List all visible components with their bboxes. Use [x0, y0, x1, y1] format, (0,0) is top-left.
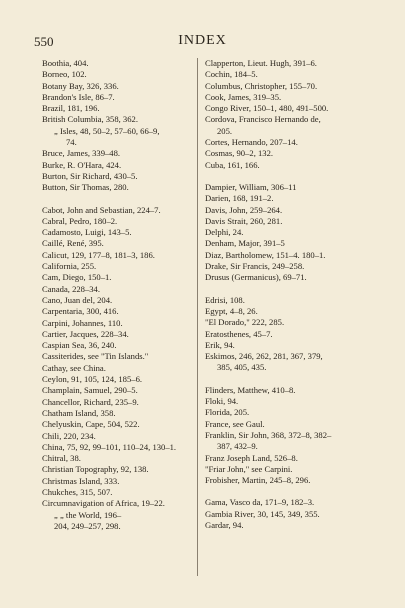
index-entry: Chelyuskin, Cape, 504, 522. — [42, 419, 140, 430]
index-entry: Frobisher, Martin, 245–8, 296. — [205, 475, 311, 486]
index-column-right — [205, 58, 373, 531]
index-entry: 204, 249–257, 298. — [54, 520, 121, 531]
index-entry: Canada, 228–34. — [42, 283, 100, 294]
index-entry: Christian Topography, 92, 138. — [42, 464, 149, 475]
index-column-left — [42, 58, 202, 532]
index-entry: "El Dorado," 222, 285. — [205, 317, 285, 328]
index-entry: Champlain, Samuel, 290–5. — [42, 385, 138, 396]
index-entry: Congo River, 150–1, 480, 491–500. — [205, 103, 329, 114]
index-entry: Cook, James, 319–35. — [205, 91, 282, 102]
index-entry: Davis Strait, 260, 281. — [205, 215, 283, 226]
index-entry: Brandon's Isle, 86–7. — [42, 91, 115, 102]
index-entry: Delphi, 24. — [205, 227, 244, 238]
index-entry: Christmas Island, 333. — [42, 475, 120, 486]
index-entry: 205. — [217, 125, 233, 136]
index-entry: Columbus, Christopher, 155–70. — [205, 80, 318, 91]
index-entry: Boothia, 404. — [42, 58, 89, 68]
index-entry: Circumnavigation of Africa, 19–22. — [42, 498, 165, 509]
index-entry: Gardar, 94. — [205, 519, 244, 530]
index-entry: Cassiterides, see "Tin Islands." — [42, 351, 149, 362]
index-entry: Button, Sir Thomas, 280. — [42, 182, 129, 193]
index-entry: Cuba, 161, 166. — [205, 159, 260, 170]
index-entry: Ceylon, 91, 105, 124, 185–6. — [42, 374, 143, 385]
index-entry: Caillé, René, 395. — [42, 238, 104, 249]
section-gap — [205, 486, 373, 497]
index-entry: Cadamosto, Luigi, 143–5. — [42, 227, 132, 238]
index-entry: Erik, 94. — [205, 339, 235, 350]
column-divider — [197, 58, 198, 576]
index-entry: Darien, 168, 191–2. — [205, 193, 274, 204]
index-entry: Cabral, Pedro, 180–2. — [42, 215, 118, 226]
index-entry: Davis, John, 259–264. — [205, 204, 283, 215]
index-entry: Cartier, Jacques, 228–34. — [42, 328, 129, 339]
index-entry: Calicut, 129, 177–8, 181–3, 186. — [42, 249, 155, 260]
index-entry: Brazil, 181, 196. — [42, 103, 100, 114]
index-entry: Dampier, William, 306–11 — [205, 181, 297, 192]
index-entry: Edrisi, 108. — [205, 294, 245, 305]
index-entry: Diaz, Bartholomew, 151–4. 180–1. — [205, 249, 326, 260]
index-entry: Cano, Juan del, 204. — [42, 294, 113, 305]
index-entry: 74. — [66, 137, 77, 148]
index-entry: Cabot, John and Sebastian, 224–7. — [42, 204, 161, 215]
page-title: INDEX — [178, 33, 227, 48]
index-entry: China, 75, 92, 99–101, 110–24, 130–1. — [42, 441, 177, 452]
index-entry: Bruce, James, 339–48. — [42, 148, 121, 159]
index-entry: Gambia River, 30, 145, 349, 355. — [205, 508, 320, 519]
index-entry: Chili, 220, 234. — [42, 430, 96, 441]
index-entry: 387, 432–9. — [217, 441, 258, 452]
index-entry: Cosmas, 90–2, 132. — [205, 148, 274, 159]
section-gap — [205, 171, 373, 182]
index-entry: Franklin, Sir John, 368, 372–8, 382– — [205, 429, 332, 440]
index-entry: Cam, Diego, 150–1. — [42, 272, 112, 283]
index-entry: Chukches, 315, 507. — [42, 486, 113, 497]
index-entry: Eratosthenes, 45–7. — [205, 328, 273, 339]
index-entry: Chatham Island, 358. — [42, 407, 116, 418]
index-entry: Clapperton, Lieut. Hugh, 391–6. — [205, 58, 317, 68]
index-entry: Cordova, Francisco Hernando de, — [205, 114, 321, 125]
index-entry: Cathay, see China. — [42, 362, 106, 373]
index-entry: Borneo, 102. — [42, 69, 87, 80]
index-entry: Egypt, 4–8, 26. — [205, 305, 258, 316]
index-entry: California, 255. — [42, 261, 97, 272]
index-entry: Drusus (Germanicus), 69–71. — [205, 272, 307, 283]
index-entry: Florida, 205. — [205, 407, 250, 418]
index-entry: Franz Joseph Land, 526–8. — [205, 452, 298, 463]
index-entry: Carpini, Johannes, 110. — [42, 317, 123, 328]
index-entry: „ Isles, 48, 50–2, 57–60, 66–9, — [54, 125, 160, 136]
index-entry: Floki, 94. — [205, 396, 239, 407]
index-entry: Chancellor, Richard, 235–9. — [42, 396, 139, 407]
index-entry: France, see Gaul. — [205, 418, 265, 429]
index-entry: Carpentaria, 300, 416. — [42, 306, 119, 317]
section-gap — [205, 374, 373, 385]
index-entry: British Columbia, 358, 362. — [42, 114, 138, 125]
index-entry: Burke, R. O'Hara, 424. — [42, 159, 122, 170]
index-entry: Eskimos, 246, 262, 281, 367, 379, — [205, 351, 323, 362]
index-entry: Botany Bay, 326, 336. — [42, 80, 119, 91]
index-entry: Cortes, Hernando, 207–14. — [205, 137, 298, 148]
section-gap — [205, 284, 373, 295]
index-entry: Denham, Major, 391–5 — [205, 238, 285, 249]
index-entry: „ „ the World, 196– — [54, 509, 122, 520]
index-entry: Cochin, 184–5. — [205, 69, 258, 80]
index-entry: Burton, Sir Richard, 430–5. — [42, 170, 138, 181]
section-gap — [42, 194, 202, 205]
index-entry: Caspian Sea, 36, 240. — [42, 340, 117, 351]
index-entry: Drake, Sir Francis, 249–258. — [205, 261, 305, 272]
index-entry: Flinders, Matthew, 410–8. — [205, 384, 296, 395]
index-entry: 385, 405, 435. — [217, 362, 267, 373]
index-entry: Gama, Vasco da, 171–9, 182–3. — [205, 497, 315, 508]
index-entry: "Friar John," see Carpini. — [205, 463, 293, 474]
page-number: 550 — [34, 34, 54, 49]
index-entry: Chitral, 38. — [42, 453, 81, 464]
